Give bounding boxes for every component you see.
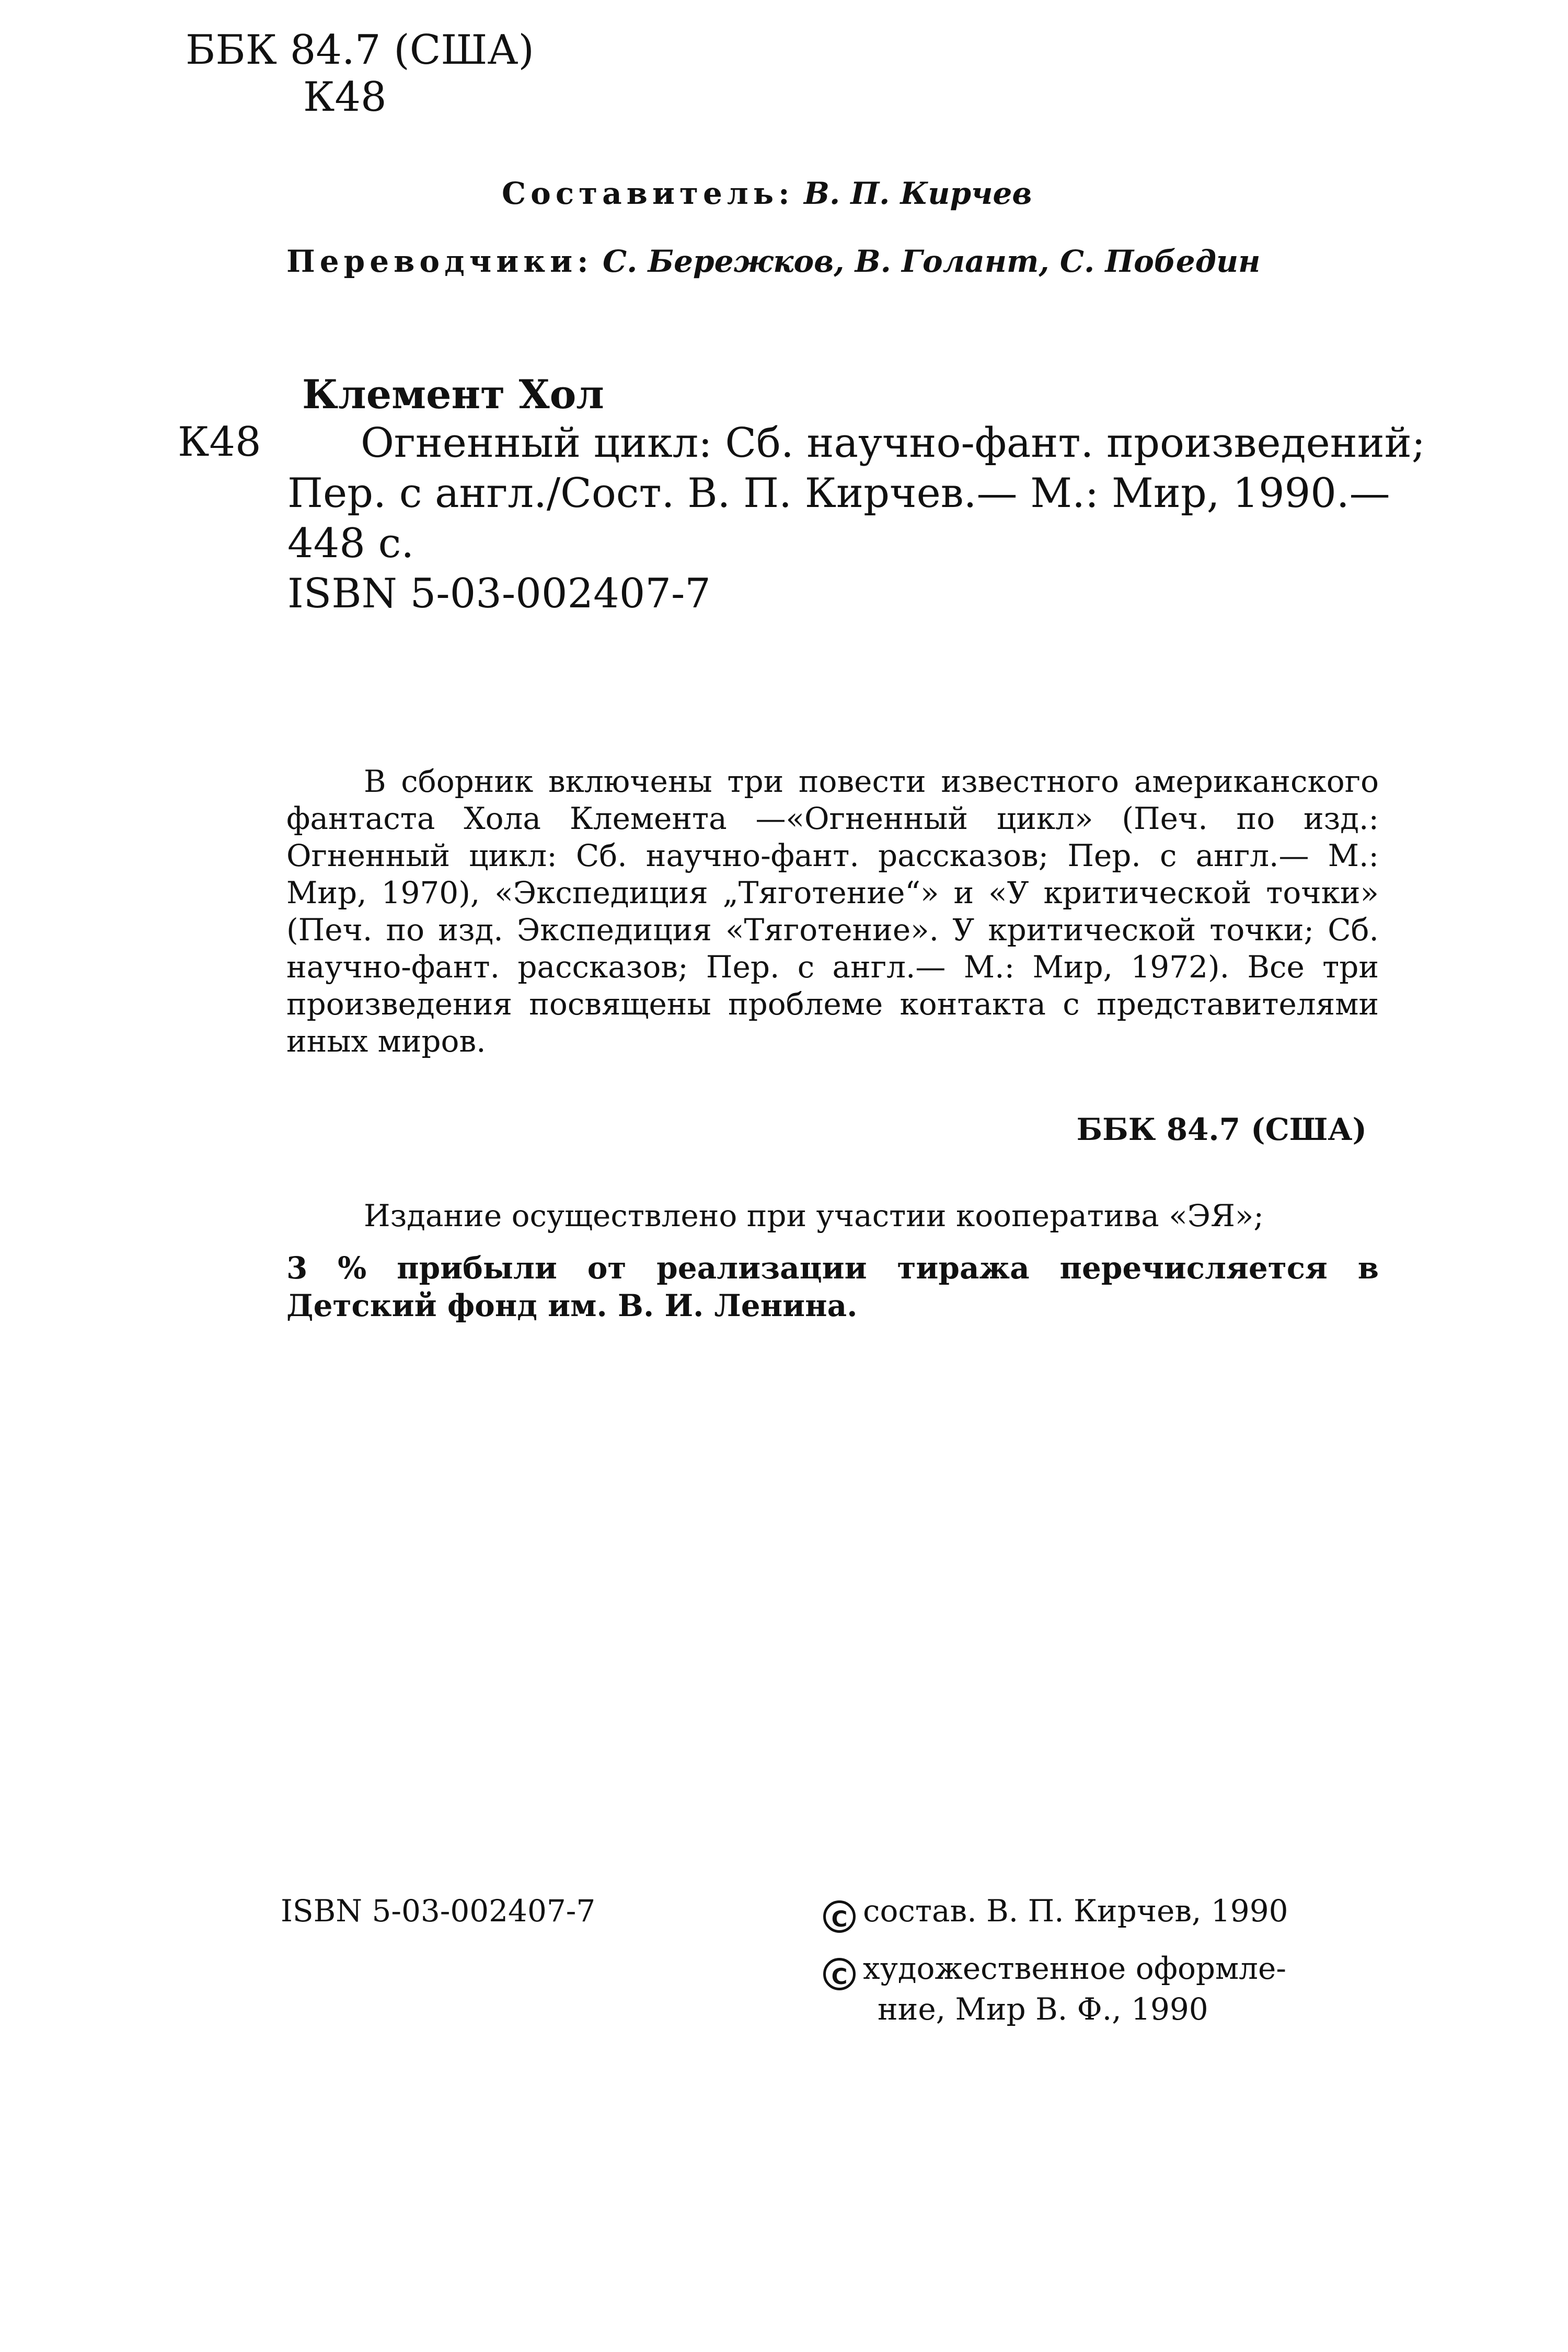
bbk-classification: ББК 84.7 (США) — [186, 27, 534, 74]
translators-credit — [286, 240, 1260, 282]
translators-label: Переводчики: — [286, 244, 593, 279]
copyright-design — [823, 1950, 1388, 2028]
author-mark: К48 — [303, 74, 387, 121]
card-line: 448 с. — [287, 520, 414, 567]
card-line: Огненный цикл: Сб. научно-фант. произведений; — [361, 420, 1425, 467]
catalogue-card-text — [287, 418, 1425, 619]
card-author: Клемент Хол — [302, 371, 604, 418]
card-line: Пер. с англ./Сост. В. П. Кирчев.— М.: Мир, 1990.— — [287, 470, 1390, 517]
annotation-text: В сборник включены три повести известного американского фантаста Хола Клемента —«Огненный цикл» (Печ. по изд.: Огненный цикл: Сб. научно-фант. рассказов; Пер. с англ.— М.: Мир, 1970), «Экспедиция „Тяготение“» и «У критической точки» (Печ. по изд. Экспедиция «Тяготение». У критической точки; Сб. научно-фант. рассказов; Пер. с англ.— М.: Мир, 1972). Все три произведения посвящены проблеме контакта с представителями иных миров. — [286, 764, 1379, 1059]
edition-note-line1: Издание осуществлено при участии кооператива «ЭЯ»; — [364, 1198, 1264, 1233]
card-code: К48 — [178, 419, 261, 466]
compiler-credit — [502, 172, 1032, 214]
copyright-icon: C — [823, 1958, 856, 1990]
compiler-label: Составитель: — [502, 176, 794, 211]
footer-isbn: ISBN 5-03-002407-7 — [281, 1893, 596, 1929]
copyright-compilation-text: состав. В. П. Кирчев, 1990 — [863, 1893, 1288, 1929]
copyright-design-text-line2: ние, Мир В. Ф., 1990 — [878, 1991, 1208, 2027]
copyright-icon: C — [823, 1900, 856, 1933]
edition-note-line2: 3 % прибыли от реализации тиража перечисляется в Детский фонд им. В. И. Ленина. — [286, 1250, 1379, 1323]
copyright-design-text-line1: художественное оформле- — [863, 1951, 1286, 1986]
copyright-compilation — [823, 1892, 1388, 1933]
card-isbn: ISBN 5-03-002407-7 — [287, 570, 711, 617]
compiler-name: В. П. Кирчев — [803, 176, 1032, 211]
annotation-bbk: ББК 84.7 (США) — [1076, 1112, 1367, 1147]
translators-names: С. Бережков, В. Голант, С. Победин — [603, 244, 1261, 279]
